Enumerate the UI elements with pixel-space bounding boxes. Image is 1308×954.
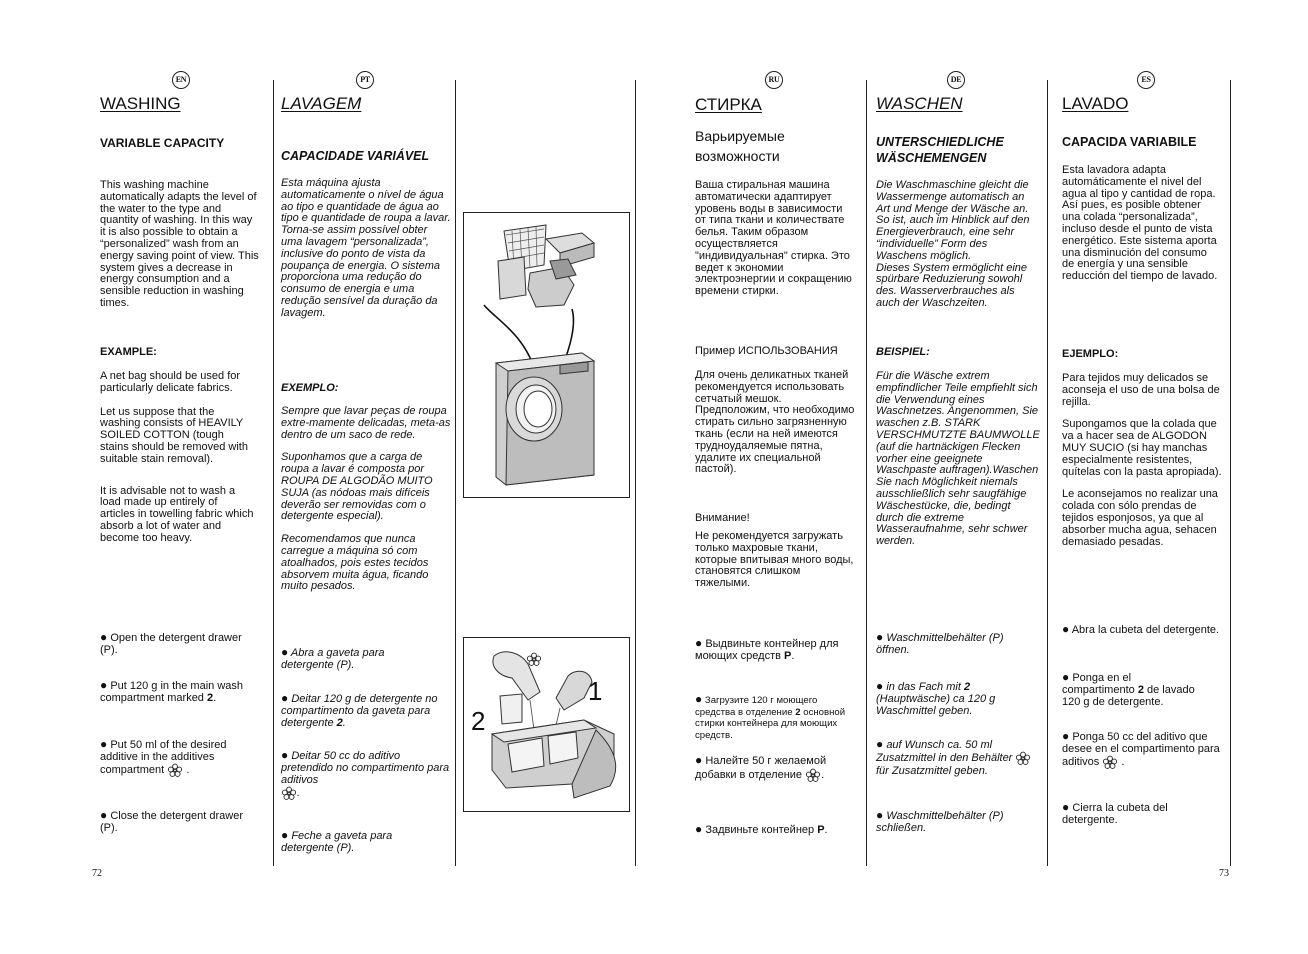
step-close-drawer-es xyxy=(1062,801,1212,826)
language-badge-ru: RU xyxy=(765,71,783,89)
step-close-drawer-ru xyxy=(695,823,855,836)
example-label-de: BEISPIEL: xyxy=(876,346,930,358)
example-paragraph: Suponhamos que a carga de roupa a lavar é composta por ROUPA DE ALGODÃO MUITO SUJA (as nódoas mais difíceis deverão ser removidas com o detergente especial). xyxy=(281,451,433,523)
step-text: Put 120 g in the main wash compartment marked xyxy=(100,680,244,704)
compartment-number: 2 xyxy=(206,692,214,704)
bullet-icon: ● xyxy=(695,692,703,706)
language-badge-de: DE xyxy=(947,71,965,89)
column-divider xyxy=(635,80,636,866)
body-paragraph: This washing machine automatically adapts the level of the water to the type and quantity of washing. In this way it is also possible to obtain a “personalized” wash from an energy saving point of view. This system gives a decrease in energy consumption and a sensible reduction in washing times. xyxy=(100,179,259,309)
language-badge-en: EN xyxy=(172,71,190,89)
step-text: Abra la cubeta del detergente. xyxy=(1071,624,1220,636)
example-label-ru: Пример ИСПОЛЬЗОВАНИЯ xyxy=(695,345,838,357)
step-text: Feche a gaveta para detergente (P). xyxy=(281,830,393,854)
step-text: . xyxy=(821,769,825,781)
step-text: . xyxy=(213,692,217,704)
laundry-machine-drawing xyxy=(464,213,629,497)
step-put-detergent-es xyxy=(1062,671,1202,708)
section-title-pt: LAVAGEM xyxy=(281,94,362,113)
body-paragraph: Die Waschmaschine gleicht die Wassermenge automatisch an Art und Menge der Wäsche an. So ist, auch im Hinblick auf den Energieverbrauch, eine sehr “individuelle” Form des Waschens möglich. xyxy=(876,179,1030,262)
step-open-drawer-en xyxy=(100,631,250,656)
bullet-icon: ● xyxy=(281,828,289,842)
step-text: . xyxy=(824,824,828,836)
step-open-drawer-es xyxy=(1062,623,1222,636)
step-text: Ponga 50 cc del aditivo que desee en el compartimento para aditivos xyxy=(1062,731,1220,768)
illustration-laundry-machine xyxy=(463,212,630,498)
bullet-icon: ● xyxy=(695,753,703,767)
compartment-number: 2 xyxy=(795,706,801,718)
subtitle-de xyxy=(876,134,1004,166)
flower-additive-icon xyxy=(1102,755,1118,769)
example-paragraph: Le aconsejamos no realizar una colada con sólo prendas de tejidos esponjosos, ya que al absorber mucha agua, sehacen demasiado pesadas. xyxy=(1062,488,1218,548)
step-text: . xyxy=(791,650,795,662)
body-paragraph: Dieses System ermöglicht eine spürbare Reduzierung sowohl des. Wasserverbrauches als auch der Waschzeiten. xyxy=(876,261,1028,309)
example-label-pt: EXEMPLO: xyxy=(281,382,339,394)
example-paragraph: Предположим, что необходимо стирать сильно загрязненную ткань (если на ней имеются трудноудаляемые пятна, удалите их специальной пастой). xyxy=(695,404,855,476)
flower-additive-icon xyxy=(281,786,297,800)
example-paragraph: Für die Wäsche extrem empfindlicher Teile empfiehlt sich die Verwendung eines Waschnetzes. Angenommen, Sie waschen z.B. STARK VERSCHMUTZTE BAUMWOLLE (auf die hartnäckigen Flecken vorher eine geeignete Waschpaste auftragen).Waschen Sie nach Möglichkeit niemals ausschließlich sehr saugfähige Wäschestücke, die, bedingt durch die extreme Wasseraufnahme, sehr schwer werden. xyxy=(876,370,1040,548)
body-text-pt xyxy=(281,178,451,320)
body-text-ru xyxy=(695,180,855,298)
attention-text-ru xyxy=(695,531,855,590)
step-put-detergent-ru xyxy=(695,694,855,741)
subtitle-line: Варьируемые xyxy=(695,128,785,144)
step-put-additive-pt xyxy=(281,749,451,800)
step-text: für Zusatzmittel geben. xyxy=(876,765,988,777)
page-number-left: 72 xyxy=(92,868,102,879)
step-text: Waschmittelbehälter (P) schließen. xyxy=(876,810,1004,834)
bullet-icon: ● xyxy=(100,678,108,692)
example-paragraph: A net bag should be used for particularly delicate fabrics. xyxy=(100,370,241,394)
step-text: Put 50 ml of the desired additive in the additives compartment xyxy=(100,739,227,776)
step-text: Ponga en el compartimento xyxy=(1062,672,1138,696)
illustration-detergent-drawer xyxy=(463,637,630,812)
language-badge-es: ES xyxy=(1137,71,1155,89)
step-text: . xyxy=(1118,755,1125,768)
example-paragraph: Supongamos que la colada que va a hacer sea de ALGODON MUY SUCIO (si hay manchas especialmente resistentes, quítelas con la pasta apropiada). xyxy=(1062,418,1222,478)
flower-additive-icon xyxy=(805,768,821,782)
step-put-additive-es xyxy=(1062,730,1222,769)
drawer-letter: Р xyxy=(817,824,825,836)
step-text: Налейте 50 г желаемой добавки в отделение xyxy=(695,755,827,781)
step-put-additive-ru xyxy=(695,753,855,782)
section-title-ru: СТИРКА xyxy=(695,95,762,114)
step-text: Waschmittelbehälter (P) öffnen. xyxy=(876,632,1004,656)
body-paragraph: Esta máquina ajusta automaticamente o nível de água ao tipo e quantidade de água ao tipo e quantidade de roupa a lavar. Torna-se assim possível obter uma lavagem “personalizada”, inclusive do ponto de vista da poupança de energia. O sistema proporciona uma redução do consumo de energia e uma redução sensível da duração da lavagem. xyxy=(281,177,451,319)
column-divider xyxy=(273,80,274,866)
subtitle-en: VARIABLE CAPACITY xyxy=(100,136,225,150)
step-text: (Hauptwäsche) ca 120 g Waschmittel geben. xyxy=(876,693,996,717)
example-label-en: EXAMPLE: xyxy=(100,346,157,358)
bullet-icon: ● xyxy=(695,822,703,836)
example-paragraph: It is advisable not to wash a load made up entirely of articles in towelling fabric which absorb a lot of water and become too heavy. xyxy=(100,484,254,544)
step-text: основной стирки контейнера для моющих средств. xyxy=(695,706,846,741)
example-paragraph: Let us suppose that the washing consists of HEAVILY SOILED COTTON (tough stains should be removed with suitable stain removal). xyxy=(100,405,248,465)
example-text-ru xyxy=(695,370,855,476)
flower-additive-icon xyxy=(167,763,183,777)
step-text: . xyxy=(183,763,190,776)
subtitle-es: CAPACIDA VARIABILE xyxy=(1062,135,1197,149)
step-text: Open the detergent drawer (P). xyxy=(100,632,242,656)
compartment-number: 2 xyxy=(963,681,971,693)
step-open-drawer-de xyxy=(876,631,1036,656)
step-put-detergent-pt xyxy=(281,692,451,729)
bullet-icon: ● xyxy=(876,630,884,644)
example-paragraph: Recomendamos que nunca carregue a máquina só com atoalhados, pois estes tecidos absorvem muita água, ficando muito pesados. xyxy=(281,533,429,593)
subtitle-ru xyxy=(695,126,785,166)
example-text-en xyxy=(100,371,255,545)
page-number-right: 73 xyxy=(1219,868,1229,879)
column-divider xyxy=(1230,80,1231,866)
bullet-icon: ● xyxy=(1062,729,1070,743)
bullet-icon: ● xyxy=(1062,670,1070,684)
example-paragraph: Para tejidos muy delicados se aconseja el uso de una bolsa de rejilla. xyxy=(1062,372,1220,408)
subtitle-line: WÄSCHEMENGEN xyxy=(876,151,987,165)
bullet-icon: ● xyxy=(100,737,108,751)
subtitle-line: возможности xyxy=(695,148,780,164)
bullet-icon: ● xyxy=(1062,622,1070,636)
step-put-detergent-en xyxy=(100,679,265,704)
column-divider xyxy=(455,80,456,866)
drawer-letter: Р xyxy=(784,650,792,662)
section-title-en: WASHING xyxy=(100,94,181,113)
step-text: auf Wunsch ca. 50 ml Zusatzmittel in den Behälter xyxy=(876,739,1013,764)
example-text-es xyxy=(1062,373,1222,548)
step-text: de lavado 120 g de detergente. xyxy=(1062,684,1195,708)
bullet-icon: ● xyxy=(281,645,289,659)
body-text-de xyxy=(876,180,1041,310)
step-text: Deitar 120 g de detergente no compartimento da gaveta para detergente xyxy=(281,693,438,729)
bullet-icon: ● xyxy=(1062,800,1070,814)
step-text: in das Fach mit xyxy=(886,681,964,693)
body-text-es xyxy=(1062,165,1222,283)
step-put-detergent-de xyxy=(876,680,1036,717)
step-put-additive-en xyxy=(100,738,255,777)
step-text: Выдвиньте контейнер для моющих средств xyxy=(695,638,839,662)
body-text-en xyxy=(100,180,260,310)
example-text-de xyxy=(876,371,1041,548)
step-text: Abra a gaveta para detergente (P). xyxy=(281,647,385,671)
step-text: Cierra la cubeta del detergente. xyxy=(1062,802,1168,826)
body-paragraph: Esta lavadora adapta automáticamente el nivel del agua al tipo y cantidad de ropa. Así pues, es posible obtener una colada “personalizada”, incluso desde el punto de vista energético. Este sistema aporta una disminución del consumo de energía y una sensible reducción del tiempo de lavado. xyxy=(1062,164,1218,283)
step-text: Close the detergent drawer (P). xyxy=(100,810,243,834)
step-text: Загрузите 120 г моющего средства в отделение xyxy=(695,695,818,718)
step-close-drawer-en xyxy=(100,809,250,834)
bullet-icon: ● xyxy=(876,737,884,751)
column-divider xyxy=(866,80,867,866)
body-paragraph: Ваша стиральная машина автоматически адаптирует уровень воды в зависимости от типа ткани и количествате белья. Таким образом осуществляется "индивидуальная" стирка. Это ведет к экономии электроэнергии и сокращению времени стирки. xyxy=(695,179,852,298)
flower-additive-icon xyxy=(1015,751,1031,765)
bullet-icon: ● xyxy=(281,748,289,762)
example-paragraph: Sempre que lavar peças de roupa extre-mamente delicadas, meta-as dentro de um saco de rede. xyxy=(281,405,451,441)
compartment-label-2: 2 xyxy=(471,706,486,736)
step-text: . xyxy=(342,717,346,729)
step-text: Задвиньте контейнер xyxy=(705,824,818,836)
section-title-es: LAVADO xyxy=(1062,94,1129,113)
compartment-label-1: 1 xyxy=(588,676,603,706)
step-close-drawer-de xyxy=(876,809,1036,834)
example-label-es: EJEMPLO: xyxy=(1062,348,1119,360)
step-text: . xyxy=(297,786,301,799)
step-open-drawer-ru xyxy=(695,637,855,662)
subtitle-pt: CAPACIDADE VARIÁVEL xyxy=(281,149,430,163)
bullet-icon: ● xyxy=(876,808,884,822)
example-paragraph: Для очень деликатных тканей рекомендуется использовать сетчатый мешок. xyxy=(695,369,849,405)
compartment-number: 2 xyxy=(1137,684,1144,696)
bullet-icon: ● xyxy=(695,636,703,650)
bullet-icon: ● xyxy=(100,808,108,822)
example-text-pt xyxy=(281,406,451,593)
compartment-number: 2 xyxy=(336,717,343,729)
language-badge-pt: PT xyxy=(356,71,374,89)
bullet-icon: ● xyxy=(876,679,884,693)
section-title-de: WASCHEN xyxy=(876,94,963,113)
bullet-icon: ● xyxy=(100,630,108,644)
attention-paragraph: Не рекомендуется загружать только махровые ткани, которые впитывая много воды, становятся слишком тяжелыми. xyxy=(695,530,854,590)
attention-label-ru: Внимание! xyxy=(695,512,750,524)
column-divider xyxy=(1047,80,1048,866)
step-text: Deitar 50 cc do aditivo pretendido no compartimento para aditivos xyxy=(281,750,450,786)
step-close-drawer-pt xyxy=(281,829,431,854)
step-put-additive-de xyxy=(876,738,1041,777)
bullet-icon: ● xyxy=(281,691,289,705)
step-open-drawer-pt xyxy=(281,646,431,671)
detergent-drawer-drawing xyxy=(464,638,629,811)
subtitle-line: UNTERSCHIEDLICHE xyxy=(876,135,1004,149)
